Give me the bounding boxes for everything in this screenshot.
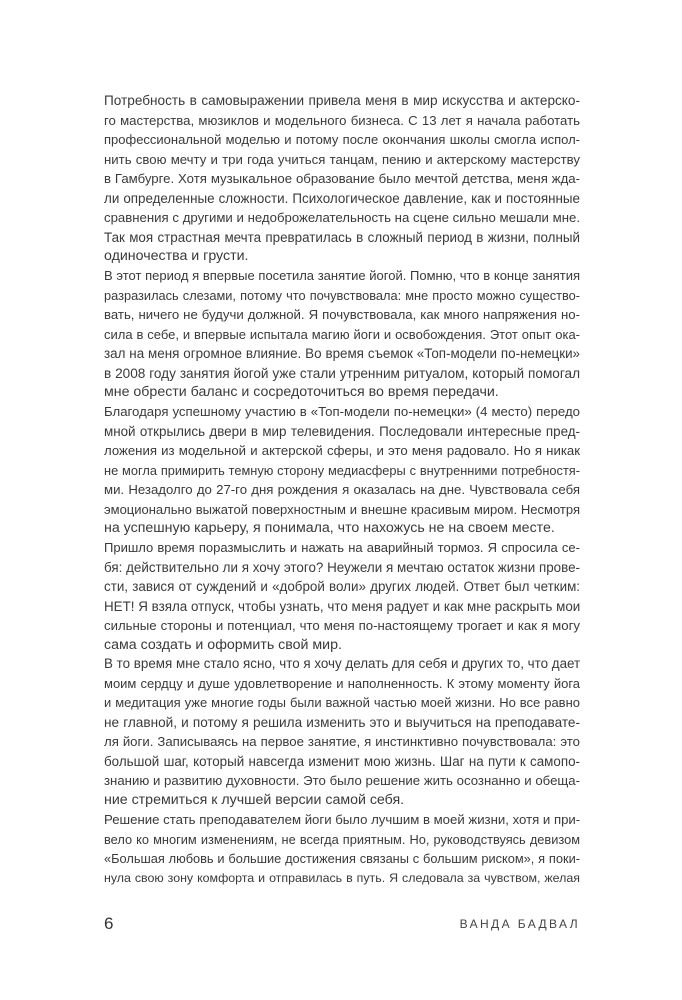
text-line: разразилась слезами, потому что почувствовала: мне просто можно существо- <box>104 287 580 303</box>
text-line: зал на меня огромное влияние. Во время съемок «Топ-модели по-немецки» <box>104 346 580 361</box>
text-line: и медитация уже многие годы были важной частью моей жизни. Но все равно <box>104 695 580 710</box>
paragraph-3 <box>104 402 580 539</box>
page-number: 6 <box>104 914 114 933</box>
text-line: мной открылись двери в мир телевидения. Последовали интересные пред- <box>104 423 580 439</box>
text-line: моим сердцу и душе удовлетворение и наполненность. К этому моменту йога <box>104 675 580 691</box>
text-line: ля йоги. Записываясь на первое занятие, я инстинктивно почувствовала: это <box>104 734 580 749</box>
paragraph-1 <box>104 91 580 267</box>
text-line: нула свою зону комфорта и отправилась в путь. Я следовала за чувством, желая <box>104 870 580 885</box>
text-line: профессиональной моделью и потому после окончания школы смогла испол- <box>104 132 580 147</box>
text-line: В то время мне стало ясно, что я хочу делать для себя и других то, что дает <box>104 656 581 671</box>
text-line: сила в себе, и впервые испытала магию йоги и освобождения. Этот опыт ока- <box>104 326 580 342</box>
text-line: в Гамбурге. Хотя музыкальное образование было мечтой детства, меня жда- <box>104 171 580 186</box>
paragraph-6 <box>104 810 580 888</box>
text-line: Пришло время поразмыслить и нажать на аварийный тормоз. Я спросила се- <box>104 540 580 555</box>
text-line: ли определенные сложности. Психологическое давление, как и постоянные <box>104 190 580 206</box>
text-line: вело ко многим изменениям, не всегда приятным. Но, руководствуясь девизом <box>104 831 580 847</box>
text-line: эмоционально выжатой поверхностным и внешне красивым миром. Несмотря <box>104 501 580 517</box>
text-line: большой шаг, который навсегда изменит мою жизнь. Шаг на пути к самопо- <box>104 753 580 769</box>
text-line: В этот период я впервые посетила занятие йогой. Помню, что в конце занятия <box>104 268 580 283</box>
text-line: Так моя страстная мечта превратилась в сложный период в жизни, полный <box>104 229 580 245</box>
text-line: ние стремиться к лучшей версии самой себя. <box>104 791 405 808</box>
text-line: сти, завися от суждений и «доброй воли» других людей. Ответ был четким: <box>104 579 580 594</box>
text-line: в 2008 году занятия йогой уже стали утренним ритуалом, который помогал <box>104 365 580 381</box>
text-line: нить свою мечту и три года учиться танцам, пению и актерскому мастерству <box>104 151 580 167</box>
text-line: ми. Незадолго до 27-го дня рождения я оказалась на дне. Чувствовала себя <box>104 482 580 497</box>
paragraph-2 <box>104 266 580 403</box>
text-line: «Большая любовь и большие достижения связаны с большим риском», я поки- <box>104 851 580 866</box>
text-line: не главной, и потому я решила изменить это и выучиться на преподавате- <box>104 714 580 730</box>
text-line: вать, ничего не будучи должной. Я почувствовала, как много напряжения но- <box>104 307 580 322</box>
text-line: Решение стать преподавателем йоги было лучшим в моей жизни, хотя и при- <box>104 812 581 827</box>
text-line: одиночества и грусти. <box>104 248 249 264</box>
text-line: ложения из модельной и актерской сферы, и это меня радовало. Но я никак <box>104 443 580 458</box>
text-line: Благодаря успешному участию в «Топ-модели по-немецки» (4 место) передо <box>104 404 580 419</box>
text-line: мне обрести баланс и сосредоточиться во время передачи. <box>104 384 499 400</box>
paragraph-4 <box>104 538 580 655</box>
paragraph-5 <box>104 654 580 810</box>
text-line: Потребность в самовыражении привела меня в мир искусства и актерско- <box>104 93 580 108</box>
text-line: НЕТ! Я взяла отпуск, чтобы узнать, что меня радует и как мне раскрыть мои <box>104 598 581 614</box>
text-line: сама создать и оформить свой мир. <box>104 636 342 653</box>
text-line: сильные стороны и потенциал, что меня по-настоящему трогает и как я могу <box>104 618 580 633</box>
text-line: сравнения с другими и недоброжелательность на сцене сильно мешали мне. <box>104 210 580 225</box>
text-line: не могла примирить темную сторону медиасферы с внутренними потребностя- <box>104 462 580 478</box>
text-line: знанию и развитию духовности. Это было решение жить осознанно и обеща- <box>104 773 580 788</box>
running-footer-author: ВАНДА БАДВАЛ <box>459 917 580 931</box>
text-line: го мастерства, мюзиклов и модельного бизнеса. С 13 лет я начала работать <box>104 112 580 128</box>
text-line: на успешную карьеру, я понимала, что нахожусь не на своем месте. <box>104 520 555 536</box>
text-line: бя: действительно ли я хочу этого? Неужели я мечтаю остаток жизни прове- <box>104 559 580 575</box>
